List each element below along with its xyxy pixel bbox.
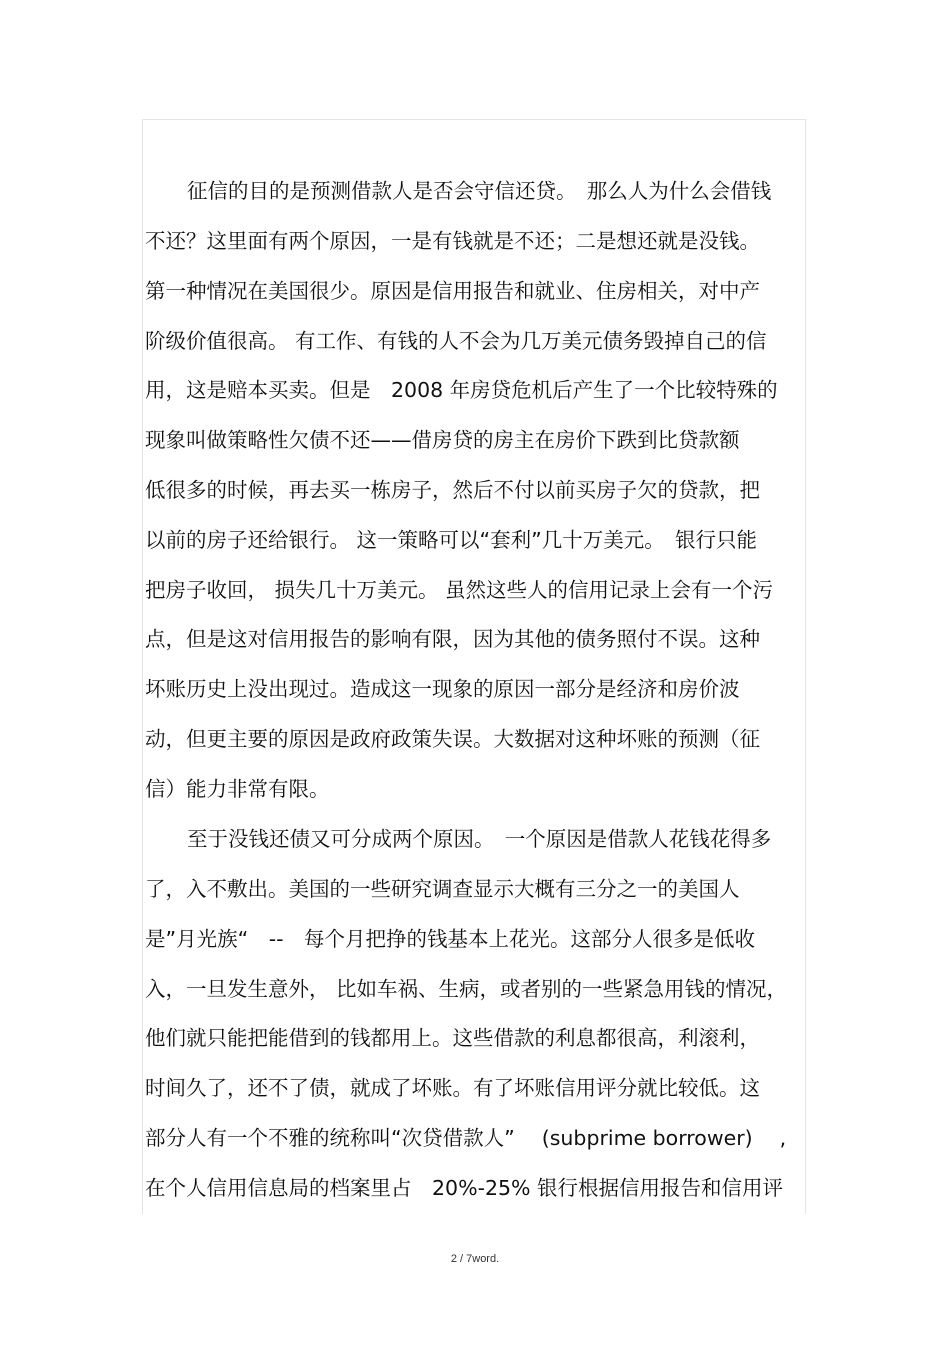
text-line: 坏账历史上没出现过。造成这一现象的原因一部分是经济和房价波 (145, 677, 740, 701)
text-line: 点，但是这对信用报告的影响有限，因为其他的债务照付不误。这种 (145, 627, 760, 651)
text-line: 用，这是赔本买卖。但是 2008 年房贷危机后产生了一个比较特殊的 (145, 378, 778, 402)
text-line: 不还？这里面有两个原因，一是有钱就是不还；二是想还就是没钱。 (145, 229, 760, 253)
text-line: 部分人有一个不雅的统称叫“次贷借款人” (subprime borrower) , (145, 1126, 787, 1150)
text-line: 低很多的时候，再去买一栋房子，然后不付以前买房子欠的贷款，把 (145, 478, 760, 502)
text-line: 入，一旦发生意外， 比如车祸、生病，或者别的一些紧急用钱的情况， (145, 977, 788, 1001)
text-line: 把房子收回， 损失几十万美元。 虽然这些人的信用记录上会有一个污 (145, 578, 774, 602)
text-line: 阶级价值很高。 有工作、有钱的人不会为几万美元债务毁掉自己的信 (145, 329, 767, 353)
text-line: 在个人信用信息局的档案里占 20%-25% 银行根据信用报告和信用评 (145, 1176, 784, 1200)
text-line: 征信的目的是预测借款人是否会守信还贷。 那么人为什么会借钱 (187, 179, 772, 203)
text-line: 了，入不敷出。美国的一些研究调查显示大概有三分之一的美国人 (145, 877, 740, 901)
text-line: 至于没钱还债又可分成两个原因。 一个原因是借款人花钱花得多 (187, 827, 772, 851)
text-line: 以前的房子还给银行。 这一策略可以“套利”几十万美元。 银行只能 (145, 528, 758, 552)
text-line: 现象叫做策略性欠债不还——借房贷的房主在房价下跌到比贷款额 (145, 428, 740, 452)
text-line: 信）能力非常有限。 (145, 777, 330, 801)
text-line: 是”月光族“ -- 每个月把挣的钱基本上花光。这部分人很多是低收 (145, 927, 756, 951)
page-footer: 2 / 7word. (450, 1253, 500, 1265)
text-line: 时间久了，还不了债，就成了坏账。有了坏账信用评分就比较低。这 (145, 1076, 760, 1100)
text-line: 动，但更主要的原因是政府政策失误。大数据对这种坏账的预测（征 (145, 727, 760, 751)
text-line: 他们就只能把能借到的钱都用上。这些借款的利息都很高，利滚利， (145, 1026, 760, 1050)
text-line: 第一种情况在美国很少。原因是信用报告和就业、住房相关，对中产 (145, 279, 760, 303)
